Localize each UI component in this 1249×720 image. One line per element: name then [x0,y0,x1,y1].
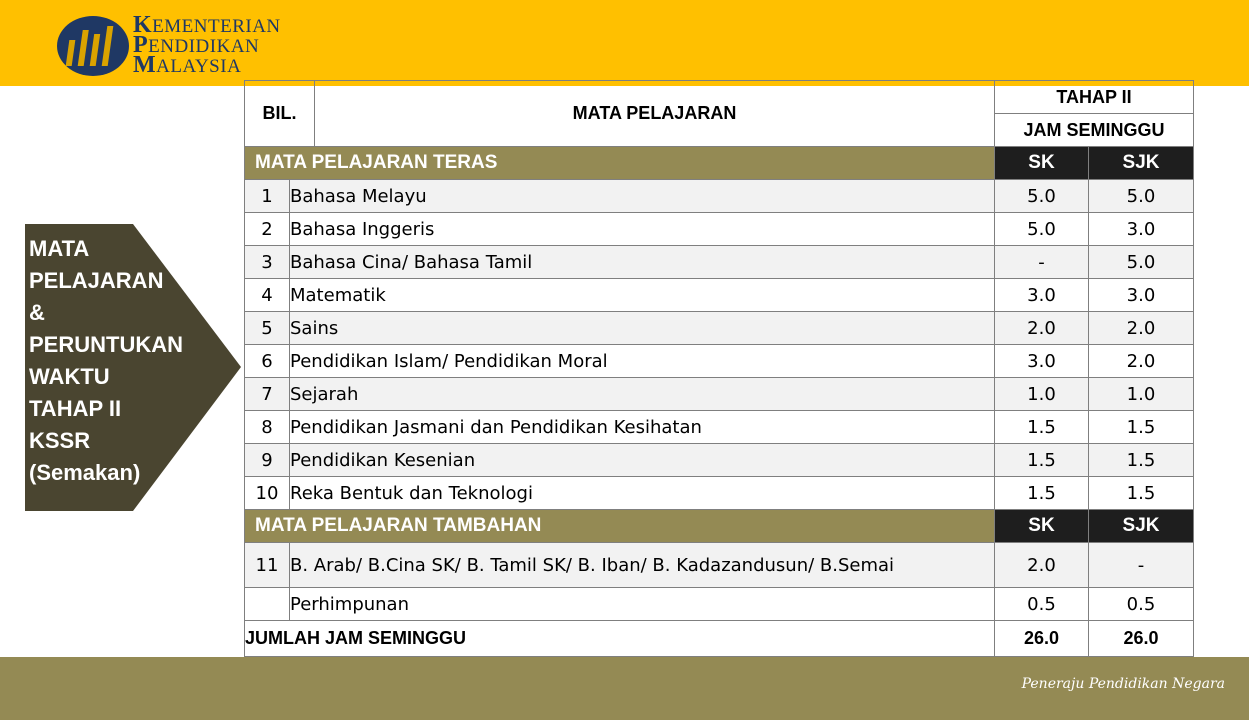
row-number: 6 [245,345,290,378]
row-sjk-hours: 3.0 [1089,279,1194,312]
row-sk-hours: 5.0 [995,213,1089,246]
row-number: 2 [245,213,290,246]
row-sjk-hours: 3.0 [1089,213,1194,246]
sidebar-line: & [29,300,45,325]
row-sjk-hours: - [1089,543,1194,588]
total-row [245,621,1194,657]
row-number: 8 [245,411,290,444]
logo-line-3: MALAYSIA [133,52,242,78]
row-sjk-hours: 1.0 [1089,378,1194,411]
row-subject: Reka Bentuk dan Teknologi [290,477,995,510]
row-subject: Pendidikan Kesenian [290,444,995,477]
logo-wordmark [133,12,281,78]
table-row [245,477,1194,510]
section-teras-label: MATA PELAJARAN TERAS [245,147,995,180]
row-sk-hours: 3.0 [995,345,1089,378]
row-subject: Sains [290,312,995,345]
row-number: 7 [245,378,290,411]
row-number [245,588,290,621]
row-number: 5 [245,312,290,345]
row-subject: Matematik [290,279,995,312]
sidebar-line: WAKTU [29,364,110,389]
row-subject: Perhimpunan [290,588,995,621]
row-sk-hours: 3.0 [995,279,1089,312]
sidebar-title [29,233,183,489]
row-sjk-hours: 2.0 [1089,312,1194,345]
sidebar-line: TAHAP II [29,396,122,421]
section-tambahan-sjk: SJK [1089,510,1194,543]
table-row [245,180,1194,213]
row-sk-hours: 1.5 [995,444,1089,477]
header-subject: MATA PELAJARAN [315,81,995,147]
row-number: 10 [245,477,290,510]
section-teras-sjk: SJK [1089,147,1194,180]
sidebar-line: PERUNTUKAN [29,332,183,357]
logo-line-2: PENDIDIKAN [133,32,260,58]
row-sjk-hours: 1.5 [1089,444,1194,477]
row-subject: Bahasa Melayu [290,180,995,213]
header-jam-seminggu: JAM SEMINGGU [995,114,1194,147]
header-bil: BIL. [245,81,315,147]
row-number: 4 [245,279,290,312]
row-sjk-hours: 2.0 [1089,345,1194,378]
row-subject: Bahasa Cina/ Bahasa Tamil [290,246,995,279]
row-sjk-hours: 5.0 [1089,180,1194,213]
footer-slogan: Peneraju Pendidikan Negara [1021,676,1225,692]
row-sjk-hours: 1.5 [1089,477,1194,510]
row-subject: Bahasa Inggeris [290,213,995,246]
row-sk-hours: 2.0 [995,312,1089,345]
sidebar-line: KSSR [29,428,91,453]
total-label: JUMLAH JAM SEMINGGU [245,621,995,657]
sidebar-line: (Semakan) [29,460,141,485]
row-sk-hours: 1.5 [995,477,1089,510]
header-tahap: TAHAP II [995,81,1194,114]
row-sk-hours: 5.0 [995,180,1089,213]
table-row [245,312,1194,345]
row-subject: Pendidikan Jasmani dan Pendidikan Kesihatan [290,411,995,444]
row-sk-hours: 1.5 [995,411,1089,444]
logo-line-1: KEMENTERIAN [133,12,281,38]
row-subject: Sejarah [290,378,995,411]
row-sk-hours: 0.5 [995,588,1089,621]
row-number: 9 [245,444,290,477]
table-row [245,279,1194,312]
row-sjk-hours: 0.5 [1089,588,1194,621]
row-sjk-hours: 1.5 [1089,411,1194,444]
row-subject: B. Arab/ B.Cina SK/ B. Tamil SK/ B. Iban/ B. Kadazandusun/ B.Semai [290,543,995,588]
table-row [245,543,1194,588]
sidebar-line: MATA [29,236,90,261]
row-sk-hours: 2.0 [995,543,1089,588]
subject-hours-table [244,80,1194,657]
table-row [245,378,1194,411]
row-sjk-hours: 5.0 [1089,246,1194,279]
row-number: 11 [245,543,290,588]
row-subject: Pendidikan Islam/ Pendidikan Moral [290,345,995,378]
total-sjk: 26.0 [1089,621,1194,657]
section-teras-sk: SK [995,147,1089,180]
table-row [245,411,1194,444]
table-row [245,444,1194,477]
table-row [245,345,1194,378]
sidebar-line: PELAJARAN [29,268,164,293]
row-sk-hours: - [995,246,1089,279]
section-tambahan-sk: SK [995,510,1089,543]
table-row [245,213,1194,246]
row-number: 1 [245,180,290,213]
table-row [245,246,1194,279]
row-number: 3 [245,246,290,279]
row-sk-hours: 1.0 [995,378,1089,411]
section-tambahan-label: MATA PELAJARAN TAMBAHAN [245,510,995,543]
table-row [245,588,1194,621]
total-sk: 26.0 [995,621,1089,657]
